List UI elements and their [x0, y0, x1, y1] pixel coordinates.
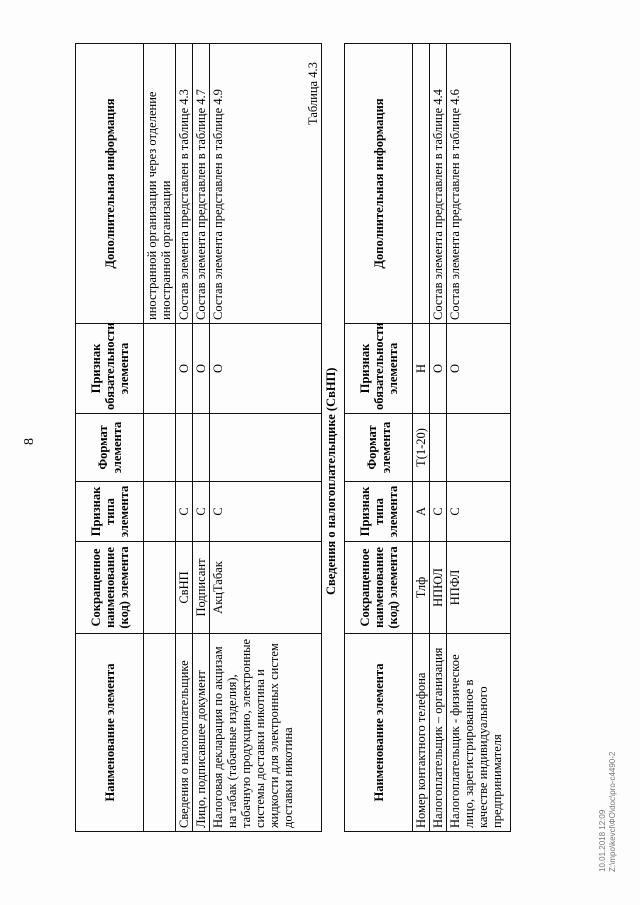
elements-table-1 [75, 43, 322, 832]
cell-obligatory: О [193, 324, 210, 414]
cell-code: АкцТабак [210, 542, 322, 634]
cell-extra-info: Состав элемента представлен в таблице 4.7 [193, 44, 210, 324]
cell-type [144, 482, 176, 542]
cell-name [144, 634, 176, 832]
header-type: Признак типа элемента [76, 482, 144, 542]
cell-name: Налогоплательщик – организация [430, 634, 447, 832]
table-row [413, 44, 430, 832]
cell-extra-info: Состав элемента представлен в таблице 4.4 [430, 44, 447, 324]
cell-obligatory: О [176, 324, 193, 414]
cell-format [447, 414, 511, 482]
cell-type: С [447, 482, 511, 542]
cell-type: С [193, 482, 210, 542]
cell-extra-info: Состав элемента представлен в таблице 4.6 [447, 44, 511, 324]
header-extra-info: Дополнительная информация [345, 44, 413, 324]
cell-type: С [430, 482, 447, 542]
cell-code: СвНП [176, 542, 193, 634]
header-name: Наименование элемента [76, 634, 144, 832]
table-row [430, 44, 447, 832]
cell-obligatory: О [210, 324, 322, 414]
elements-table-2 [344, 43, 511, 832]
cell-name: Сведения о налогоплательщике [176, 634, 193, 832]
cell-code: НПФЛ [447, 542, 511, 634]
cell-name: Налогоплательщик - физическое лицо, зарегистрированное в качестве индивидуального предпринимателя [447, 634, 511, 832]
margin-note-date: 10.01.2018 12:09 [598, 809, 607, 872]
table-row [193, 44, 210, 832]
header-extra-info: Дополнительная информация [76, 44, 144, 324]
cell-format [210, 414, 322, 482]
cell-code: НПЮЛ [430, 542, 447, 634]
cell-format [144, 414, 176, 482]
header-code: Сокращенное наименование (код) элемента [345, 542, 413, 634]
header-code: Сокращенное наименование (код) элемента [76, 542, 144, 634]
cell-format [193, 414, 210, 482]
page-number: 8 [22, 438, 37, 445]
cell-type: А [413, 482, 430, 542]
cell-code: Подписант [193, 542, 210, 634]
cell-extra-info [413, 44, 430, 324]
table-2-label: Таблица 4.3 [306, 62, 320, 125]
cell-extra-info: Состав элемента представлен в таблице 4.9 [210, 44, 322, 324]
table-row [447, 44, 511, 832]
table-2-title: Сведения о налогоплательщике (СвНП) [324, 367, 338, 595]
table-row [144, 44, 176, 832]
cell-name: Налоговая декларация по акцизам на табак (табачные изделия), табачную продукцию, электронные системы доставки никотина и жидкости для электронных систем доставки никотина [210, 634, 322, 832]
cell-obligatory [144, 324, 176, 414]
table-row [210, 44, 322, 832]
header-obligatory: Признак обязательности элемента [76, 324, 144, 414]
table-header-row [345, 44, 413, 832]
table-row [176, 44, 193, 832]
header-obligatory: Признак обязательности элемента [345, 324, 413, 414]
cell-format [430, 414, 447, 482]
cell-code [144, 542, 176, 634]
cell-extra-info: Состав элемента представлен в таблице 4.3 [176, 44, 193, 324]
cell-type: С [210, 482, 322, 542]
cell-obligatory: О [430, 324, 447, 414]
header-type: Признак типа элемента [345, 482, 413, 542]
table-header-row [76, 44, 144, 832]
header-name: Наименование элемента [345, 634, 413, 832]
header-format: Формат элемента [345, 414, 413, 482]
cell-format: T(1-20) [413, 414, 430, 482]
cell-format [176, 414, 193, 482]
cell-obligatory: Н [413, 324, 430, 414]
cell-type: С [176, 482, 193, 542]
cell-obligatory: О [447, 324, 511, 414]
header-format: Формат элемента [76, 414, 144, 482]
cell-extra-info: иностранной организации через отделение иностранной организации [144, 44, 176, 324]
cell-code: Тлф [413, 542, 430, 634]
table-1-container [75, 43, 322, 832]
cell-name: Номер контактного телефона [413, 634, 430, 832]
cell-name: Лицо, подписавшее документ [193, 634, 210, 832]
table-2-container [344, 43, 511, 832]
margin-note-path: Z:\mpo\kevcl\ФО\doc\pro-c4490-2 [608, 751, 617, 872]
